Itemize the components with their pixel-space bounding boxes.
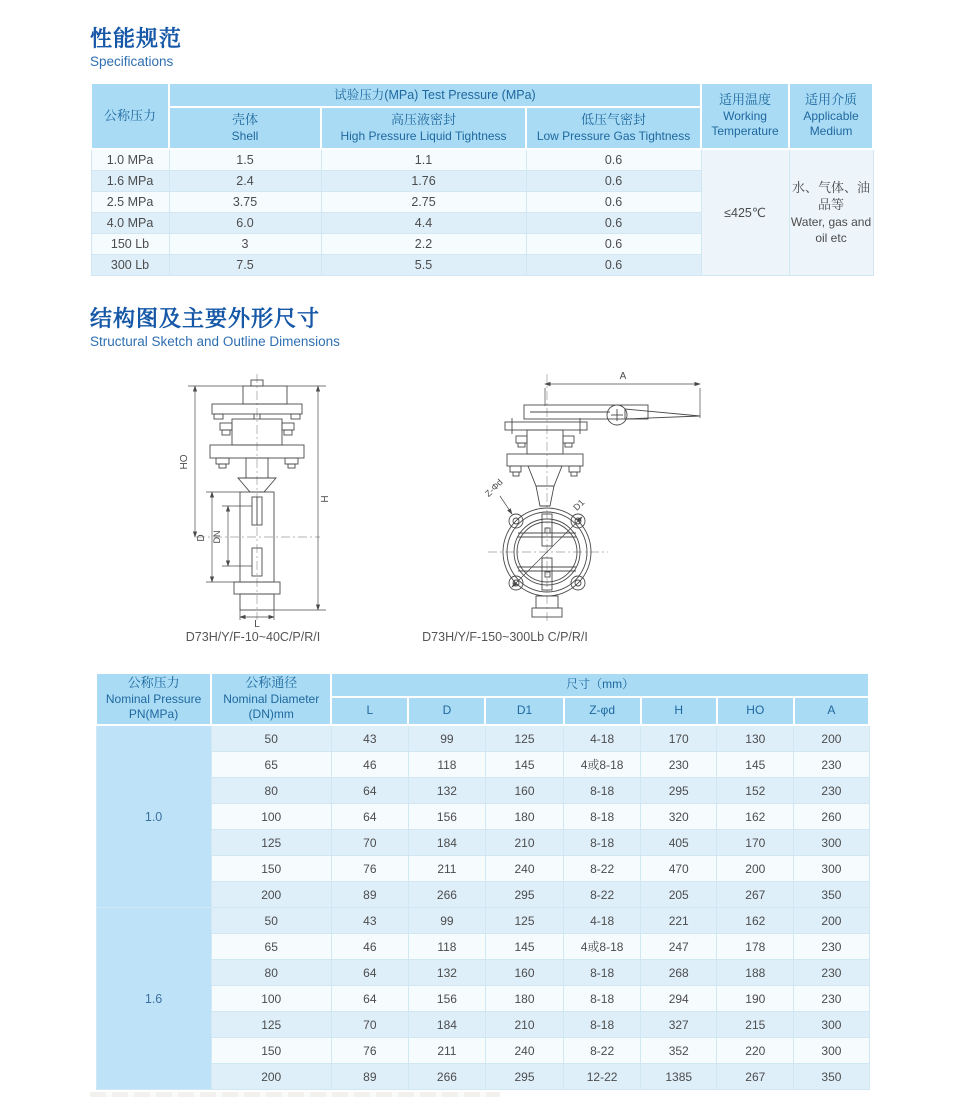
table-cell: 4或8-18: [564, 752, 641, 778]
table-cell: 215: [717, 1012, 794, 1038]
table-cell: 8-18: [564, 960, 641, 986]
table-row: [96, 1064, 869, 1090]
table-cell: 99: [408, 725, 485, 752]
header-col-h: H: [641, 697, 717, 725]
table-row: [96, 1038, 869, 1064]
pressure-group-cell: 1.0: [96, 725, 211, 908]
table-cell: 8-18: [564, 804, 641, 830]
table-cell: 162: [717, 804, 794, 830]
header-test-pressure: 试验压力(MPa) Test Pressure (MPa): [169, 83, 701, 107]
table-cell: 4或8-18: [564, 934, 641, 960]
table-cell: 162: [717, 908, 794, 934]
table-cell: 8-22: [564, 882, 641, 908]
header-nominal-diameter: 公称通径 Nominal Diameter (DN)mm: [211, 673, 331, 725]
table-cell: 2.4: [169, 171, 321, 192]
table-cell: 268: [641, 960, 717, 986]
table-cell: 260: [794, 804, 869, 830]
table-cell: 230: [794, 986, 869, 1012]
working-temperature-value: ≤425℃: [701, 149, 789, 276]
header-col-ho: HO: [717, 697, 794, 725]
table-header-row: [91, 83, 873, 107]
table-row: [96, 960, 869, 986]
table-cell: 6.0: [169, 213, 321, 234]
table-cell: 1385: [641, 1064, 717, 1090]
table-cell: 118: [408, 752, 485, 778]
dim-label-a: A: [619, 371, 627, 382]
table-cell: 230: [641, 752, 717, 778]
table-cell: 210: [485, 830, 563, 856]
table-cell: 64: [331, 778, 408, 804]
table-cell: 300 Lb: [91, 255, 169, 276]
table-cell: 8-18: [564, 778, 641, 804]
dim-label-h: H: [320, 495, 331, 503]
table-cell: 43: [331, 908, 408, 934]
structure-title-zh: 结构图及主要外形尺寸: [90, 306, 321, 331]
table-cell: 295: [485, 1064, 563, 1090]
dim-label-ho: HO: [179, 454, 190, 470]
specs-section-header: [90, 26, 182, 70]
table-cell: 211: [408, 856, 485, 882]
table-cell: 50: [211, 908, 331, 934]
table-cell: 132: [408, 778, 485, 804]
table-header-row: [96, 673, 869, 697]
table-cell: 8-18: [564, 830, 641, 856]
table-cell: 200: [211, 1064, 331, 1090]
structure-title-en: Structural Sketch and Outline Dimensions: [90, 334, 340, 349]
table-row: [96, 934, 869, 960]
pressure-group-cell: 1.6: [96, 908, 211, 1090]
table-cell: 4.0 MPa: [91, 213, 169, 234]
table-cell: 99: [408, 908, 485, 934]
table-cell: 100: [211, 986, 331, 1012]
test-pressure-table: [90, 82, 874, 276]
table-cell: 64: [331, 986, 408, 1012]
table-cell: 145: [485, 934, 563, 960]
table-cell: 80: [211, 960, 331, 986]
table-cell: 205: [641, 882, 717, 908]
table-cell: 125: [485, 725, 563, 752]
header-col-d: D: [408, 697, 485, 725]
table-cell: 170: [717, 830, 794, 856]
table-cell: 180: [485, 986, 563, 1012]
table-row: [96, 1012, 869, 1038]
header-nominal-pressure: 公称压力: [91, 83, 169, 149]
table-cell: 145: [485, 752, 563, 778]
table-cell: 184: [408, 830, 485, 856]
table-cell: 266: [408, 1064, 485, 1090]
table-row: [96, 856, 869, 882]
table-cell: 160: [485, 960, 563, 986]
specs-title-en: Specifications: [90, 54, 174, 69]
table-cell: 170: [641, 725, 717, 752]
table-cell: 300: [794, 1012, 869, 1038]
table-cell: 156: [408, 804, 485, 830]
table-cell: 320: [641, 804, 717, 830]
table-cell: 327: [641, 1012, 717, 1038]
header-col-d1: D1: [485, 697, 563, 725]
table-cell: 64: [331, 804, 408, 830]
table-cell: 150: [211, 856, 331, 882]
table-cell: 267: [717, 882, 794, 908]
table-cell: 8-18: [564, 1012, 641, 1038]
valve-side-view-drawing: [150, 366, 380, 628]
table-row: [91, 149, 873, 171]
table-row: [96, 725, 869, 752]
table-cell: 230: [794, 934, 869, 960]
valve-front-view-drawing: [460, 366, 732, 628]
table-cell: 3: [169, 234, 321, 255]
table-cell: 7.5: [169, 255, 321, 276]
table-cell: 300: [794, 856, 869, 882]
table-row: [96, 804, 869, 830]
table-cell: 221: [641, 908, 717, 934]
right-drawing-caption: D73H/Y/F-150~300Lb C/P/R/I: [422, 630, 588, 644]
structure-section-header: [90, 306, 340, 350]
table-cell: 230: [794, 778, 869, 804]
table-cell: 1.76: [321, 171, 526, 192]
table-row: [96, 986, 869, 1012]
table-cell: 350: [794, 882, 869, 908]
header-low-pressure-tightness: 低压气密封 Low Pressure Gas Tightness: [526, 107, 701, 149]
table-cell: 295: [641, 778, 717, 804]
table-cell: 132: [408, 960, 485, 986]
table-cell: 470: [641, 856, 717, 882]
table-cell: 118: [408, 934, 485, 960]
table-cell: 405: [641, 830, 717, 856]
table-cell: 65: [211, 934, 331, 960]
table-cell: 64: [331, 960, 408, 986]
header-col-z-phi-d: Z-φd: [564, 697, 641, 725]
header-working-temperature: 适用温度 Working Temperature: [701, 83, 789, 149]
table-row: [96, 830, 869, 856]
table-cell: 70: [331, 830, 408, 856]
table-cell: 12-22: [564, 1064, 641, 1090]
header-shell: 壳体 Shell: [169, 107, 321, 149]
table-cell: 76: [331, 1038, 408, 1064]
table-cell: 150: [211, 1038, 331, 1064]
table-cell: 294: [641, 986, 717, 1012]
left-drawing-caption: D73H/Y/F-10~40C/P/R/I: [185, 630, 321, 644]
table-cell: 156: [408, 986, 485, 1012]
table-cell: 240: [485, 856, 563, 882]
table-cell: 89: [331, 1064, 408, 1090]
table-cell: 46: [331, 934, 408, 960]
table-cell: 150 Lb: [91, 234, 169, 255]
table-row: [96, 882, 869, 908]
header-col-l: L: [331, 697, 408, 725]
table-row: [96, 778, 869, 804]
header-applicable-medium: 适用介质 Applicable Medium: [789, 83, 873, 149]
table-cell: 8-22: [564, 1038, 641, 1064]
table-row: [96, 908, 869, 934]
table-cell: 266: [408, 882, 485, 908]
table-cell: 1.0 MPa: [91, 149, 169, 171]
table-cell: 180: [485, 804, 563, 830]
table-cell: 46: [331, 752, 408, 778]
table-cell: 1.1: [321, 149, 526, 171]
table-cell: 65: [211, 752, 331, 778]
table-cell: 210: [485, 1012, 563, 1038]
table-cell: 295: [485, 882, 563, 908]
table-cell: 350: [794, 1064, 869, 1090]
dim-label-z-phi-d: Z-Φd: [483, 477, 505, 499]
table-cell: 2.2: [321, 234, 526, 255]
table-cell: 4-18: [564, 725, 641, 752]
table-cell: 300: [794, 830, 869, 856]
table-cell: 200: [717, 856, 794, 882]
dim-label-d: D: [196, 534, 207, 542]
table-cell: 125: [211, 830, 331, 856]
table-cell: 184: [408, 1012, 485, 1038]
dim-label-l: L: [254, 619, 260, 628]
table-cell: 0.6: [526, 255, 701, 276]
table-cell: 4-18: [564, 908, 641, 934]
table-cell: 80: [211, 778, 331, 804]
dim-label-dn: DN: [212, 530, 222, 544]
table-cell: 130: [717, 725, 794, 752]
table-cell: 8-22: [564, 856, 641, 882]
table-cell: 160: [485, 778, 563, 804]
table-cell: 89: [331, 882, 408, 908]
table-cell: 8-18: [564, 986, 641, 1012]
dim-label-d1: D1: [571, 497, 587, 513]
table-cell: 0.6: [526, 213, 701, 234]
table-cell: 200: [211, 882, 331, 908]
table-cell: 220: [717, 1038, 794, 1064]
table-cell: 43: [331, 725, 408, 752]
table-cell: 300: [794, 1038, 869, 1064]
table-cell: 50: [211, 725, 331, 752]
table-cell: 230: [794, 960, 869, 986]
table-cell: 1.6 MPa: [91, 171, 169, 192]
applicable-medium-value: 水、气体、油品等 Water, gas and oil etc: [789, 149, 873, 276]
header-col-a: A: [794, 697, 869, 725]
table-cell: 0.6: [526, 192, 701, 213]
table-cell: 200: [794, 908, 869, 934]
header-high-pressure-tightness: 高压液密封 High Pressure Liquid Tightness: [321, 107, 526, 149]
table-cell: 100: [211, 804, 331, 830]
table-cell: 267: [717, 1064, 794, 1090]
table-cell: 2.5 MPa: [91, 192, 169, 213]
header-nominal-pressure: 公称压力 Nominal Pressure PN(MPa): [96, 673, 211, 725]
header-size-mm: 尺寸（mm）: [331, 673, 869, 697]
table-row: [96, 752, 869, 778]
table-cell: 190: [717, 986, 794, 1012]
table-cell: 188: [717, 960, 794, 986]
table-cell: 0.6: [526, 171, 701, 192]
table-cell: 230: [794, 752, 869, 778]
table-cell: 0.6: [526, 234, 701, 255]
table-cell: 352: [641, 1038, 717, 1064]
page-bottom-partial-text: [90, 1092, 500, 1097]
table-cell: 247: [641, 934, 717, 960]
table-cell: 178: [717, 934, 794, 960]
table-cell: 70: [331, 1012, 408, 1038]
table-cell: 1.5: [169, 149, 321, 171]
dimension-table: [95, 672, 870, 1090]
specs-title-zh: 性能规范: [90, 26, 183, 51]
table-cell: 200: [794, 725, 869, 752]
table-cell: 152: [717, 778, 794, 804]
table-cell: 0.6: [526, 149, 701, 171]
table-cell: 76: [331, 856, 408, 882]
table-cell: 145: [717, 752, 794, 778]
table-cell: 240: [485, 1038, 563, 1064]
table-cell: 125: [485, 908, 563, 934]
table-cell: 211: [408, 1038, 485, 1064]
table-cell: 5.5: [321, 255, 526, 276]
table-cell: 125: [211, 1012, 331, 1038]
table-cell: 2.75: [321, 192, 526, 213]
table-cell: 3.75: [169, 192, 321, 213]
table-cell: 4.4: [321, 213, 526, 234]
